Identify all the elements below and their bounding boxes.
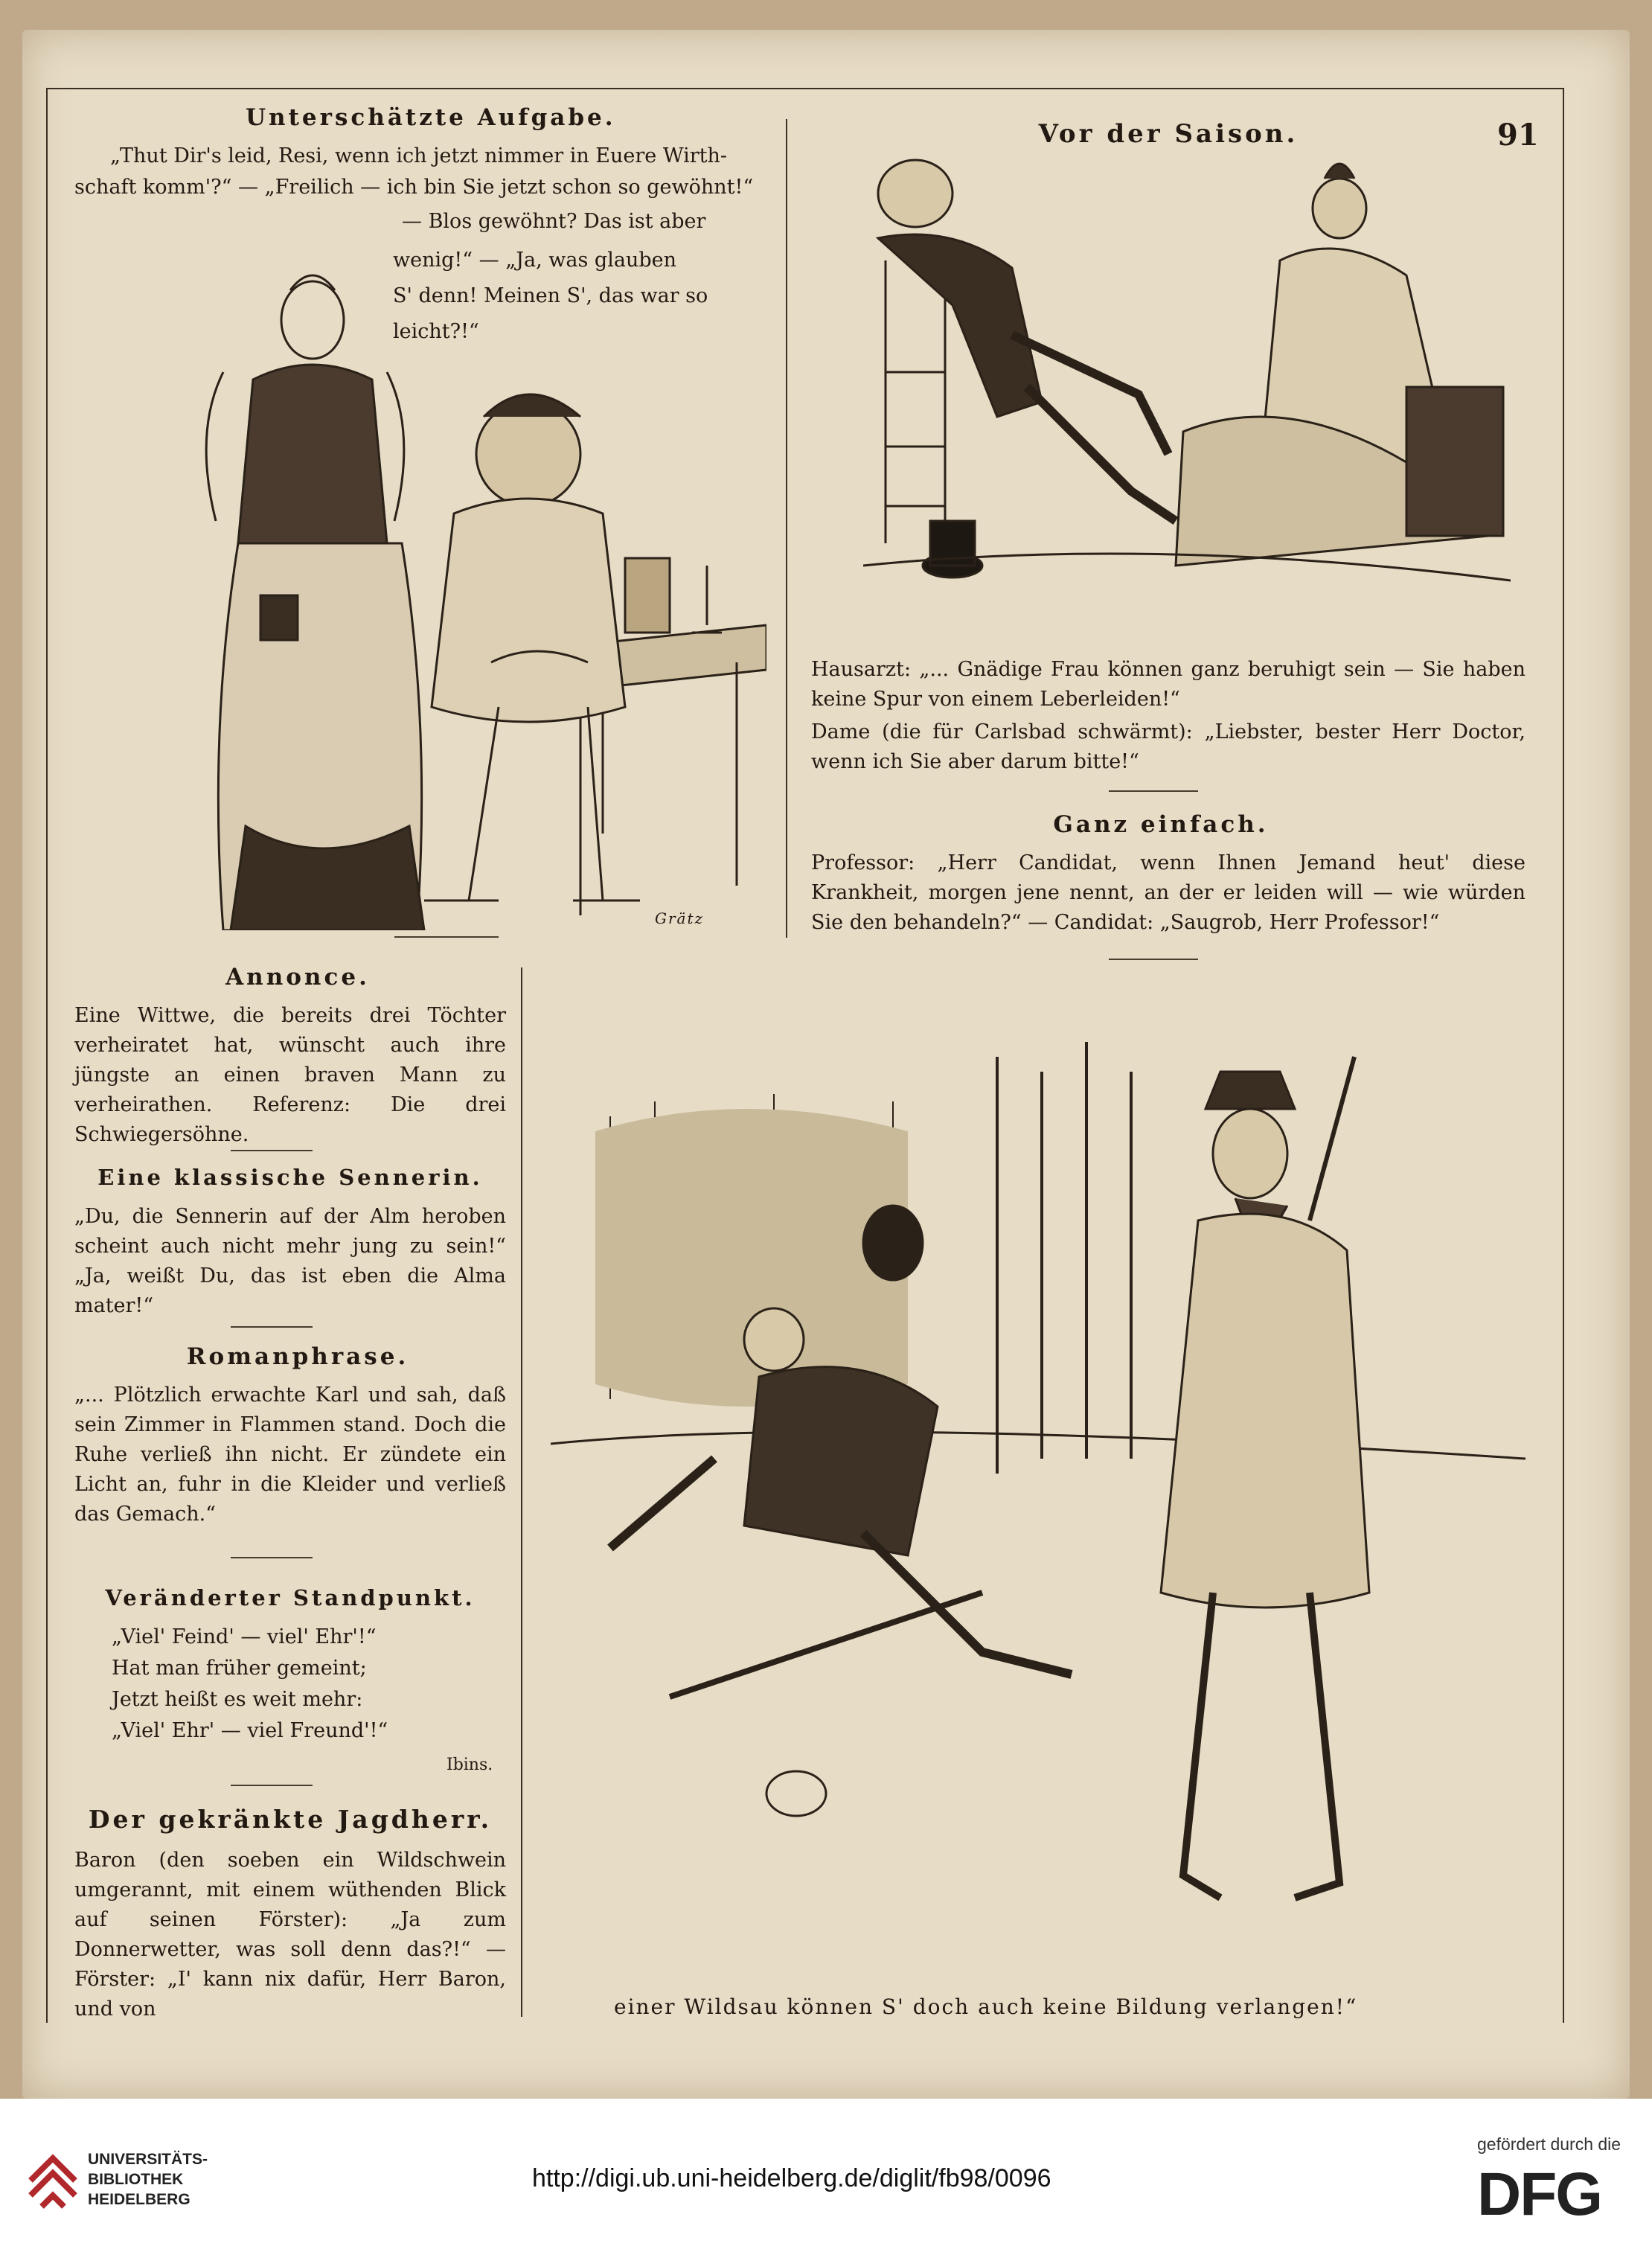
story-title-sennerin: Eine klassische Sennerin.: [97, 1165, 483, 1190]
illustration-hunter-baron: [551, 1027, 1525, 1995]
frame-right-line: [1563, 88, 1564, 2023]
story-title-ganz-einfach: Ganz einfach.: [1053, 811, 1269, 838]
dfg-logo: DFG: [1477, 2160, 1602, 2228]
einfach-text: Professor: „Herr Candidat, wenn Ihnen Jemand heut' diese Krankheit, morgen jene nennt, an der er leiden will — wie würden Sie den behandeln?“ — Candidat: „Saugrob, Herr Professor!“: [811, 851, 1525, 934]
story-title-annonce: Annonce.: [225, 964, 370, 991]
romanphrase-text: „... Plötzlich erwachte Karl und sah, daß sein Zimmer in Flammen stand. Doch die Ruhe verließ ihn nicht. Er zündete ein Licht an, fuhr in die Kleider und verließ das Gemach.“: [74, 1383, 506, 1526]
story-title-jagdherr: Der gekränkte Jagdherr.: [88, 1805, 493, 1834]
story-title-standpunkt: Veränderter Standpunkt.: [105, 1585, 476, 1610]
standpunkt-line-1: „Viel' Feind' — viel' Ehr'!“: [112, 1625, 377, 1648]
frame-top-line: [46, 88, 1564, 89]
separator: [394, 936, 499, 938]
separator: [231, 1150, 313, 1151]
story1-text-line-4: wenig!“ — „Ja, was glauben: [393, 249, 676, 272]
annonce-text: Eine Wittwe, die bereits drei Töchter verheiratet hat, wünscht auch ihre jüngste an einen braven Mann zu verheirathen. Referenz: Die drei Schwiegersöhne.: [74, 1004, 506, 1146]
story1-text-line-1: „Thut Dir's leid, Resi, wenn ich jetzt nimmer in Euere Wirth-: [110, 144, 728, 167]
standpunkt-line-3: Jetzt heißt es weit mehr:: [112, 1688, 363, 1711]
standpunkt-author: Ibins.: [446, 1756, 493, 1774]
funding-label: gefördert durch die: [1477, 2134, 1621, 2154]
column-divider-top: [786, 119, 787, 938]
jagdherr-text: Baron (den soeben ein Wildschwein umgerannt, mit einem wüthenden Blick auf seinen Förster): „Ja zum Donnerwetter, was soll denn das?!“ — Förster: „I' kann nix dafür, Herr Baron, und von: [74, 1849, 506, 2021]
story-title-vor-der-saison: Vor der Saison.: [1038, 119, 1299, 149]
separator: [231, 1557, 313, 1558]
story-title-romanphrase: Romanphrase.: [186, 1343, 409, 1370]
story1-text-line-6: leicht?!“: [393, 320, 479, 343]
hunter-caption: einer Wildsau können S' doch auch keine Bildung verlangen!“: [614, 1995, 1358, 2019]
column-divider-bottom: [521, 967, 522, 2017]
library-logo-icon: [27, 2151, 79, 2213]
story1-text-line-2: schaft komm'?“ — „Freilich — ich bin Sie jetzt schon so gewöhnt!“: [74, 176, 754, 199]
illustration-waitress-guest: [141, 246, 766, 930]
library-name-line-1: UNIVERSITÄTS-: [88, 2151, 208, 2168]
source-url-link[interactable]: http://digi.ub.uni-heidelberg.de/diglit/fb98/0096: [532, 2164, 1051, 2192]
library-name: [88, 2149, 208, 2210]
frame-left-line: [46, 88, 48, 2023]
illustration-doctor-lady: [863, 149, 1511, 595]
story1-text-line-5: S' denn! Meinen S', das war so: [393, 284, 708, 307]
saison-text-1: Hausarzt: „... Gnädige Frau können ganz beruhigt sein — Sie haben keine Spur von einem Leberleiden!“: [811, 658, 1525, 711]
separator: [1109, 959, 1198, 960]
separator: [231, 1326, 313, 1328]
library-name-line-3: HEIDELBERG: [88, 2191, 191, 2208]
standpunkt-line-4: „Viel' Ehr' — viel Freund'!“: [112, 1719, 388, 1742]
separator: [1109, 790, 1198, 792]
separator: [231, 1785, 313, 1786]
footer-bar: [0, 2099, 1652, 2252]
story1-text-line-3: — Blos gewöhnt? Das ist aber: [402, 210, 706, 233]
library-name-line-2: BIBLIOTHEK: [88, 2171, 184, 2188]
sennerin-text: „Du, die Sennerin auf der Alm heroben scheint auch nicht mehr jung zu sein!“ „Ja, weißt Du, das ist eben die Alma mater!“: [74, 1205, 506, 1317]
saison-text-2: Dame (die für Carlsbad schwärmt): „Liebster, bester Herr Doctor, wenn ich Sie aber darum bitte!“: [811, 720, 1525, 773]
standpunkt-line-2: Hat man früher gemeint;: [112, 1657, 367, 1680]
page-number: 91: [1497, 118, 1539, 153]
story-title-unterschaetzte: Unterschätzte Aufgabe.: [246, 104, 616, 131]
illustration-signature-graetz: Grätz: [655, 909, 705, 927]
